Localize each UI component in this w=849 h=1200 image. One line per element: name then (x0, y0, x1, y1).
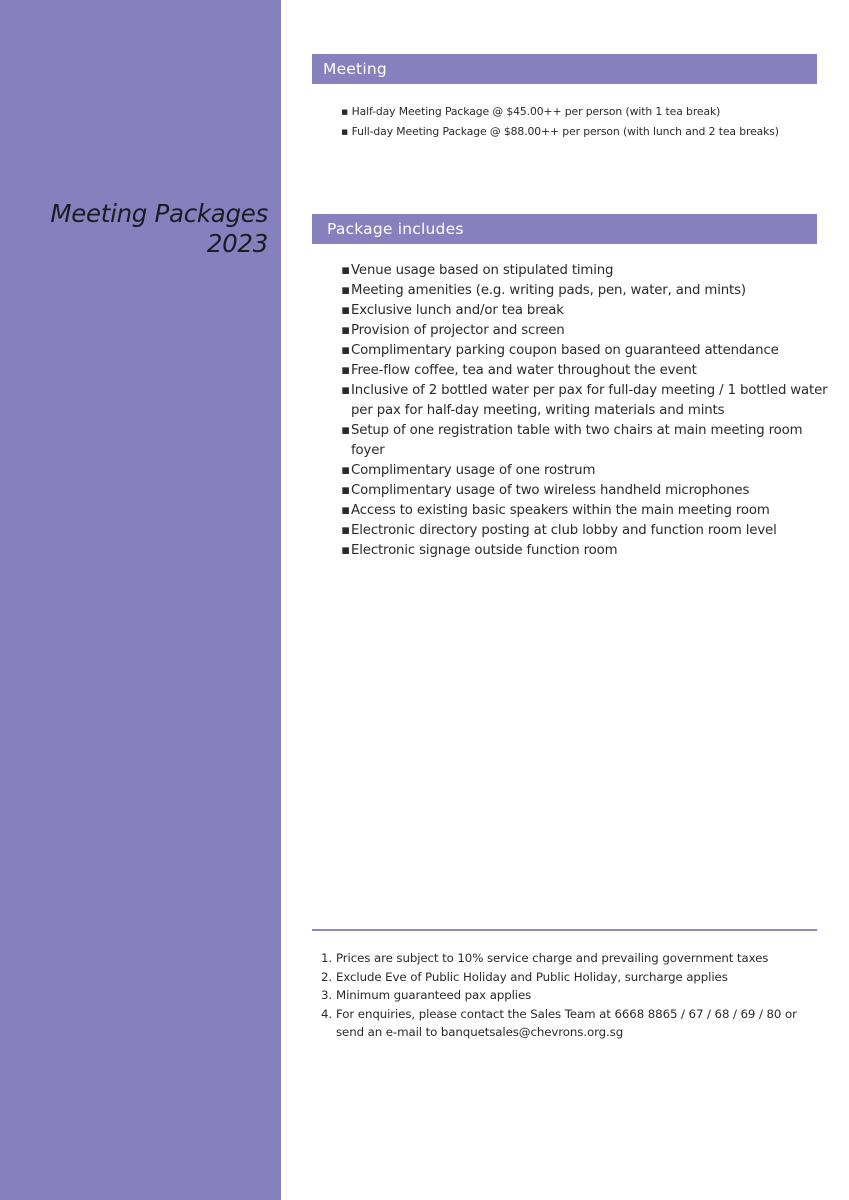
include-text: Complimentary usage of two wireless handheld microphones (351, 483, 750, 498)
list-item (341, 521, 833, 541)
footer-divider (312, 929, 817, 931)
sidebar-panel (0, 0, 281, 1200)
note-text: Minimum guaranteed pax applies (336, 988, 532, 1002)
note-text: Exclude Eve of Public Holiday and Public Holiday, surcharge applies (336, 969, 728, 984)
list-item (341, 102, 779, 122)
bullet-icon: ▪ (341, 105, 349, 118)
list-item (341, 381, 833, 421)
bullet-icon: ▪ (341, 483, 350, 498)
includes-section-header: Package includes (312, 214, 817, 244)
list-item (341, 321, 833, 341)
list-item (341, 281, 833, 301)
note-number: 3. (321, 988, 333, 1002)
list-item (321, 968, 821, 987)
note-number: 4. (321, 1006, 333, 1021)
bullet-icon: ▪ (341, 423, 350, 438)
bullet-icon: ▪ (341, 263, 350, 278)
include-text: Provision of projector and screen (351, 323, 565, 338)
list-item (321, 1005, 821, 1042)
include-text: Complimentary parking coupon based on guaranteed attendance (351, 343, 779, 358)
bullet-icon: ▪ (341, 503, 350, 518)
bullet-icon: ▪ (341, 363, 350, 378)
list-item (341, 301, 833, 321)
list-item (321, 949, 821, 968)
note-number: 2. (321, 969, 333, 984)
include-text: Access to existing basic speakers within the main meeting room (351, 503, 770, 518)
footnotes-list (321, 949, 821, 1042)
include-text: Free-flow coffee, tea and water throughout the event (351, 363, 697, 378)
list-item (341, 261, 833, 281)
list-item (341, 122, 779, 142)
package-full-day: Full-day Meeting Package @ $88.00++ per person (with lunch and 2 tea breaks) (351, 125, 779, 138)
include-text: Setup of one registration table with two chairs at main meeting room foyer (351, 423, 803, 458)
meeting-package-list (341, 102, 779, 142)
bullet-icon: ▪ (341, 343, 350, 358)
include-text: Electronic signage outside function room (351, 543, 618, 558)
list-item (341, 361, 833, 381)
list-item (321, 986, 821, 1005)
include-text: Meeting amenities (e.g. writing pads, pen, water, and mints) (351, 283, 746, 298)
bullet-icon: ▪ (341, 125, 349, 138)
includes-list (341, 261, 833, 561)
title-line-2: 2023 (206, 229, 268, 258)
include-text: Inclusive of 2 bottled water per pax for full-day meeting / 1 bottled water per pax for half-day meeting, writing materials and mints (351, 383, 828, 418)
list-item (341, 541, 833, 561)
package-half-day: Half-day Meeting Package @ $45.00++ per person (with 1 tea break) (351, 105, 721, 118)
bullet-icon: ▪ (341, 523, 350, 538)
include-text: Complimentary usage of one rostrum (351, 463, 596, 478)
bullet-icon: ▪ (341, 383, 350, 398)
bullet-icon: ▪ (341, 323, 350, 338)
bullet-icon: ▪ (341, 303, 350, 318)
include-text: Exclusive lunch and/or tea break (351, 303, 564, 318)
include-text: Venue usage based on stipulated timing (351, 263, 614, 278)
bullet-icon: ▪ (341, 283, 350, 298)
list-item (341, 341, 833, 361)
note-text: For enquiries, please contact the Sales Team at 6668 8865 / 67 / 68 / 69 / 80 or send an e-mail to banquetsales@chevrons.org.sg (336, 1006, 797, 1039)
meeting-section-header: Meeting (312, 54, 817, 84)
list-item (341, 461, 833, 481)
note-text: Prices are subject to 10% service charge and prevailing government taxes (336, 951, 769, 965)
title-line-1: Meeting Packages (50, 199, 268, 228)
include-text: Electronic directory posting at club lobby and function room level (351, 523, 777, 538)
note-number: 1. (321, 951, 333, 965)
bullet-icon: ▪ (341, 543, 350, 558)
list-item (341, 501, 833, 521)
bullet-icon: ▪ (341, 463, 350, 478)
list-item (341, 421, 833, 461)
list-item (341, 481, 833, 501)
document-title (8, 199, 268, 259)
